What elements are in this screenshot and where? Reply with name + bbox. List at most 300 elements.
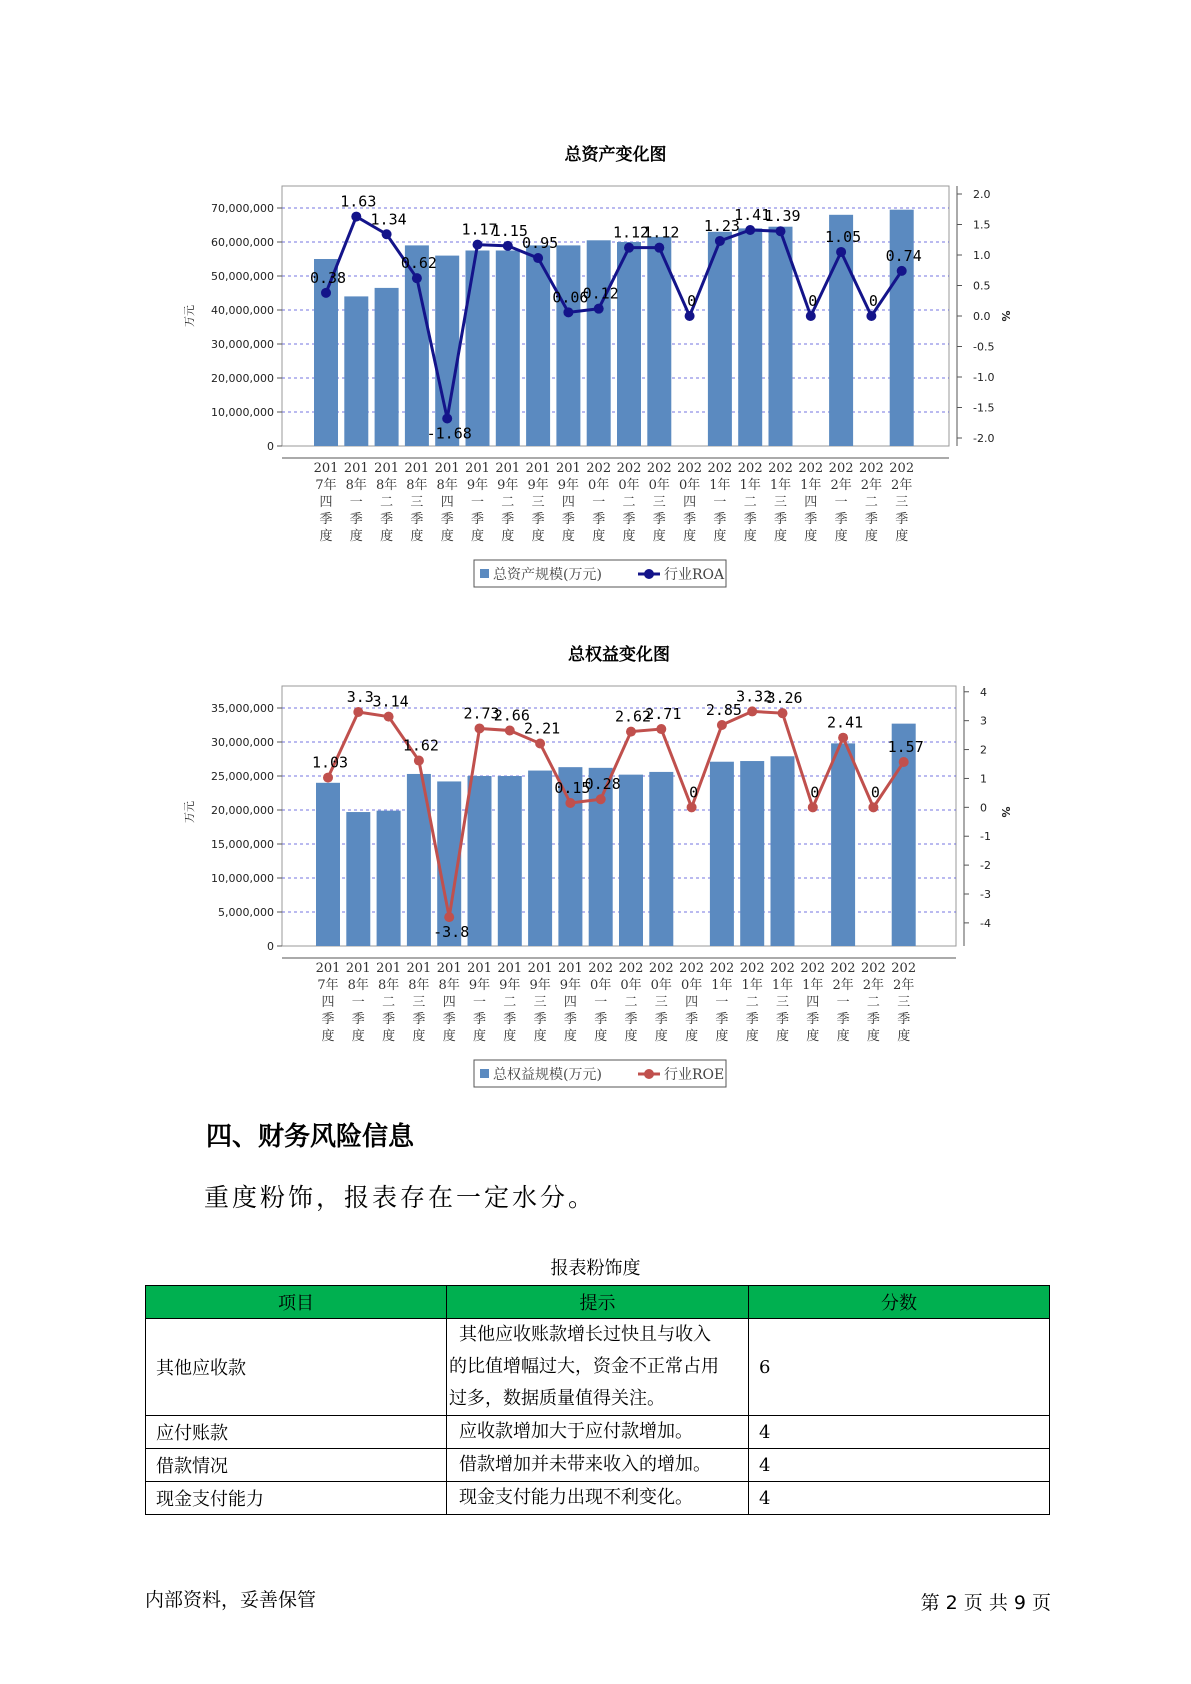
category-label: 季 xyxy=(321,1012,335,1027)
legend-bar-label: 总权益规模(万元) xyxy=(493,1067,602,1083)
category-label: 季 xyxy=(563,1012,577,1027)
category-label: 202 xyxy=(798,461,824,476)
category-label: 度 xyxy=(652,529,666,544)
data-point xyxy=(715,236,725,246)
category-label: 201 xyxy=(555,461,581,476)
y2-tick-label: 0 xyxy=(980,801,987,815)
data-point xyxy=(351,212,361,222)
category-label: 202 xyxy=(677,461,703,476)
bar xyxy=(498,776,522,946)
bar xyxy=(740,761,764,946)
legend-line-label: 行业ROE xyxy=(664,1067,725,1083)
category-label: 0年 xyxy=(618,478,640,493)
category-label: 四 xyxy=(321,995,335,1010)
data-label: -3.8 xyxy=(433,923,470,942)
hint-line: 过多，数据质量值得关注。 xyxy=(449,1388,665,1409)
category-label: 度 xyxy=(503,1029,517,1044)
data-point xyxy=(866,311,876,321)
legend-line-marker xyxy=(644,1069,654,1079)
data-point xyxy=(353,707,363,717)
category-label: 三 xyxy=(652,495,666,510)
y2-tick-label: -4 xyxy=(980,916,991,930)
category-label: 季 xyxy=(351,1012,365,1027)
category-label: 三 xyxy=(775,995,790,1010)
hint-line: 的比值增幅过大，资金不正常占用 xyxy=(449,1356,719,1377)
y2-tick-label: 1.0 xyxy=(973,249,991,262)
category-label: 201 xyxy=(315,961,341,976)
category-label: 四 xyxy=(806,995,820,1010)
category-label: 202 xyxy=(616,461,642,476)
category-label: 度 xyxy=(836,1029,850,1044)
category-label: 一 xyxy=(349,495,363,510)
category-label: 202 xyxy=(588,961,614,976)
category-label: 季 xyxy=(834,512,848,527)
category-label: 季 xyxy=(775,1012,790,1027)
risk-table xyxy=(145,1285,1050,1515)
category-label: 季 xyxy=(380,512,394,527)
data-point xyxy=(687,802,697,812)
category-label: 9年 xyxy=(559,978,582,993)
category-label: 二 xyxy=(382,995,396,1010)
category-label: 度 xyxy=(775,1029,790,1044)
category-label: 9年 xyxy=(527,478,549,493)
category-label: 一 xyxy=(594,995,608,1010)
data-point xyxy=(747,706,757,716)
category-label: 二 xyxy=(745,995,759,1010)
category-label: 9年 xyxy=(529,978,551,993)
category-label: 季 xyxy=(349,512,363,527)
data-label: 0 xyxy=(868,292,878,310)
y-tick-label: 20,000,000 xyxy=(211,804,274,817)
category-label: 2年 xyxy=(891,478,913,493)
data-point xyxy=(321,288,331,298)
category-label: 度 xyxy=(410,529,424,544)
category-label: 8年 xyxy=(438,978,460,993)
y-tick-label: 60,000,000 xyxy=(211,236,274,249)
y-tick-label: 15,000,000 xyxy=(211,838,274,851)
data-point xyxy=(412,273,422,283)
category-label: 季 xyxy=(319,512,333,527)
category-label: 一 xyxy=(715,995,729,1010)
category-label: 季 xyxy=(773,512,788,527)
data-point xyxy=(473,240,483,250)
y2-tick-label: 2 xyxy=(980,743,987,757)
category-label: 0年 xyxy=(680,978,703,993)
legend-bar-swatch xyxy=(480,1069,489,1078)
legend-line-marker xyxy=(644,569,654,579)
category-label: 季 xyxy=(442,1012,456,1027)
bar xyxy=(587,240,611,446)
category-label: 度 xyxy=(594,1029,608,1044)
category-label: 季 xyxy=(713,512,727,527)
data-point xyxy=(533,253,543,263)
cell-score: 4 xyxy=(749,1416,1050,1449)
category-label: 季 xyxy=(743,512,757,527)
y2-tick-label: 1 xyxy=(980,772,987,786)
category-label: 三 xyxy=(412,995,426,1010)
category-label: 一 xyxy=(836,995,850,1010)
category-label: 9年 xyxy=(499,978,521,993)
data-point xyxy=(323,773,333,783)
data-label: 3.32 xyxy=(736,687,773,706)
category-label: 四 xyxy=(561,495,575,510)
category-label: 一 xyxy=(472,995,487,1010)
category-label: 季 xyxy=(410,512,424,527)
category-label: 9年 xyxy=(497,478,519,493)
category-label: 8年 xyxy=(377,978,400,993)
category-label: 201 xyxy=(467,961,492,976)
category-label: 度 xyxy=(561,529,575,544)
category-label: 8年 xyxy=(408,978,430,993)
category-label: 0年 xyxy=(678,478,701,493)
chart-title: 总权益变化图 xyxy=(568,645,670,665)
category-label: 度 xyxy=(866,1029,880,1044)
data-label: 1.39 xyxy=(764,207,801,226)
bar xyxy=(556,245,580,446)
cell-item: 其他应收款 xyxy=(146,1319,447,1416)
category-label: 202 xyxy=(860,961,886,976)
data-label: 1.41 xyxy=(734,205,771,224)
y-tick-label: 10,000,000 xyxy=(211,872,274,885)
category-label: 四 xyxy=(563,995,577,1010)
category-label: 度 xyxy=(622,529,636,544)
data-point xyxy=(899,757,909,767)
cell-hint: 现金支付能力出现不利变化。 xyxy=(447,1482,749,1515)
category-label: 季 xyxy=(501,512,515,527)
cell-item: 现金支付能力 xyxy=(146,1482,447,1515)
y2-tick-label: -1.5 xyxy=(973,401,995,415)
category-label: 季 xyxy=(715,1012,729,1027)
header-hint: 提示 xyxy=(447,1286,749,1319)
category-label: 202 xyxy=(800,961,826,976)
category-label: 三 xyxy=(410,495,424,510)
data-point xyxy=(808,802,818,812)
category-label: 三 xyxy=(773,495,788,510)
category-label: 季 xyxy=(561,512,575,527)
category-label: 度 xyxy=(412,1029,426,1044)
y2-tick-label: 0.5 xyxy=(973,279,991,293)
category-label: 度 xyxy=(715,1029,729,1044)
bar xyxy=(710,762,734,946)
category-label: 201 xyxy=(465,461,490,476)
category-label: 1年 xyxy=(769,478,792,493)
bar xyxy=(738,228,762,446)
y2-tick-label: 0.0 xyxy=(973,310,991,323)
data-label: 0 xyxy=(810,783,820,802)
category-label: 202 xyxy=(709,961,735,976)
category-label: 度 xyxy=(683,529,697,544)
category-label: 202 xyxy=(646,461,672,476)
y-tick-label: 50,000,000 xyxy=(211,270,274,283)
category-label: 度 xyxy=(834,529,848,544)
section-heading: 四、财务风险信息 xyxy=(206,1122,415,1152)
data-label: 0.12 xyxy=(582,284,619,303)
category-label: 201 xyxy=(434,461,460,476)
category-label: 一 xyxy=(351,995,365,1010)
data-label: 0 xyxy=(870,783,880,802)
data-label: -1.68 xyxy=(426,424,472,443)
data-label: 0.28 xyxy=(584,775,621,794)
category-label: 201 xyxy=(376,961,402,976)
category-label: 度 xyxy=(897,1029,911,1044)
category-label: 201 xyxy=(495,461,521,476)
category-label: 2年 xyxy=(832,978,854,993)
category-label: 度 xyxy=(349,529,363,544)
data-point xyxy=(384,712,394,722)
data-label: 3.26 xyxy=(766,689,803,708)
category-label: 8年 xyxy=(436,478,458,493)
data-label: 2.41 xyxy=(827,713,864,732)
data-label: 0.15 xyxy=(554,779,591,797)
category-label: 度 xyxy=(531,529,545,544)
data-label: 2.73 xyxy=(463,704,500,723)
data-label: 0 xyxy=(808,292,818,310)
category-label: 2年 xyxy=(830,478,852,493)
data-label: 0.38 xyxy=(309,268,347,287)
data-label: 1.63 xyxy=(340,192,377,211)
y2-tick-label: 1.5 xyxy=(973,218,991,232)
category-label: 度 xyxy=(592,529,606,544)
data-point xyxy=(897,266,907,276)
bar xyxy=(468,776,492,946)
bar xyxy=(890,210,914,446)
category-label: 度 xyxy=(472,1029,487,1044)
category-label: 四 xyxy=(442,995,456,1010)
category-label: 度 xyxy=(319,529,333,544)
y2-tick-label: -2.0 xyxy=(973,432,995,445)
category-label: 201 xyxy=(343,461,369,476)
category-label: 季 xyxy=(897,1012,911,1027)
category-label: 202 xyxy=(770,961,795,976)
category-label: 1年 xyxy=(741,978,763,993)
y2-tick-label: -0.5 xyxy=(973,340,995,354)
category-label: 度 xyxy=(501,529,515,544)
category-label: 度 xyxy=(745,1029,759,1044)
cell-hint: 应收款增加大于应付款增加。 xyxy=(447,1416,749,1449)
category-label: 202 xyxy=(768,461,793,476)
y2-axis-label: % xyxy=(999,310,1012,322)
category-label: 度 xyxy=(743,529,757,544)
data-label: 1.15 xyxy=(491,221,528,240)
category-label: 度 xyxy=(773,529,788,544)
y2-tick-label: 3 xyxy=(980,714,987,728)
y-tick-label: 10,000,000 xyxy=(211,406,274,419)
data-label: 0 xyxy=(687,292,697,310)
category-label: 季 xyxy=(624,1012,638,1027)
category-label: 度 xyxy=(380,529,394,544)
category-label: 1年 xyxy=(709,478,731,493)
data-point xyxy=(475,723,485,733)
category-label: 度 xyxy=(382,1029,396,1044)
category-label: 度 xyxy=(442,1029,456,1044)
category-label: 度 xyxy=(440,529,454,544)
category-label: 季 xyxy=(622,512,636,527)
y-tick-label: 30,000,000 xyxy=(211,338,274,351)
y-tick-label: 0 xyxy=(267,940,274,953)
category-label: 季 xyxy=(470,512,485,527)
data-point xyxy=(624,243,634,253)
category-label: 季 xyxy=(412,1012,426,1027)
bar xyxy=(771,756,795,946)
category-label: 202 xyxy=(707,461,733,476)
y-tick-label: 40,000,000 xyxy=(211,304,274,317)
category-label: 度 xyxy=(804,529,818,544)
chart-title: 总资产变化图 xyxy=(564,145,667,165)
category-label: 201 xyxy=(436,961,462,976)
category-label: 季 xyxy=(895,512,909,527)
data-label: 1.62 xyxy=(402,736,439,755)
bar xyxy=(344,296,368,446)
y-tick-label: 20,000,000 xyxy=(211,372,274,385)
category-label: 201 xyxy=(406,961,432,976)
data-label: 1.17 xyxy=(461,220,498,239)
bar xyxy=(617,242,641,446)
data-label: 0.06 xyxy=(552,288,589,307)
category-label: 季 xyxy=(533,1012,547,1027)
table-caption: 报表粉饰度 xyxy=(550,1258,641,1279)
category-label: 9年 xyxy=(466,478,489,493)
category-label: 一 xyxy=(713,495,727,510)
category-label: 一 xyxy=(834,495,848,510)
category-label: 8年 xyxy=(347,978,369,993)
category-label: 度 xyxy=(624,1029,638,1044)
category-label: 季 xyxy=(594,1012,608,1027)
footer-page-number: 第 2 页 共 9 页 xyxy=(920,1592,1051,1614)
category-label: 度 xyxy=(685,1029,699,1044)
table-header-row xyxy=(146,1286,1050,1319)
bar xyxy=(649,772,673,946)
bar xyxy=(316,783,340,946)
category-label: 四 xyxy=(683,495,697,510)
legend-bar-swatch xyxy=(480,569,489,578)
y-axis-label: 万元 xyxy=(183,801,196,823)
category-label: 季 xyxy=(531,512,545,527)
data-point xyxy=(745,225,755,235)
data-point xyxy=(503,241,513,251)
category-label: 三 xyxy=(531,495,545,510)
data-label: 2.62 xyxy=(614,707,652,726)
y2-tick-label: 4 xyxy=(980,685,987,699)
data-point xyxy=(838,733,848,743)
category-label: 201 xyxy=(345,961,371,976)
y-tick-label: 30,000,000 xyxy=(211,736,274,749)
category-label: 201 xyxy=(313,461,339,476)
category-label: 四 xyxy=(440,495,454,510)
y2-tick-label: -1.0 xyxy=(973,371,995,384)
cell-score: 6 xyxy=(749,1319,1050,1416)
category-label: 二 xyxy=(743,495,757,510)
bar xyxy=(466,251,490,447)
summary-text: 重度粉饰，报表存在一定水分。 xyxy=(204,1183,597,1212)
category-label: 二 xyxy=(864,495,878,510)
data-point xyxy=(868,802,878,812)
category-label: 度 xyxy=(321,1029,335,1044)
data-point xyxy=(806,311,816,321)
category-label: 2年 xyxy=(860,478,883,493)
category-label: 202 xyxy=(828,461,854,476)
category-label: 三 xyxy=(654,995,668,1010)
category-label: 季 xyxy=(685,1012,699,1027)
data-label: 1.12 xyxy=(612,223,650,242)
data-point xyxy=(778,708,788,718)
header-item: 项目 xyxy=(146,1286,447,1319)
data-point xyxy=(594,304,604,314)
data-point xyxy=(836,247,846,257)
category-label: 2年 xyxy=(862,978,885,993)
y2-tick-label: -3 xyxy=(980,888,991,901)
category-label: 1年 xyxy=(711,978,733,993)
data-label: 1.57 xyxy=(887,737,924,756)
cell-item: 应付账款 xyxy=(146,1416,447,1449)
y2-tick-label: -1 xyxy=(980,830,991,844)
category-label: 0年 xyxy=(590,978,612,993)
category-label: 202 xyxy=(830,961,856,976)
data-label: 1.12 xyxy=(643,223,680,242)
category-label: 三 xyxy=(895,495,909,510)
category-label: 季 xyxy=(382,1012,396,1027)
category-label: 9年 xyxy=(468,978,491,993)
data-label: 2.71 xyxy=(645,705,682,724)
y-tick-label: 35,000,000 xyxy=(211,702,274,715)
data-point xyxy=(563,307,573,317)
bar xyxy=(377,811,401,946)
category-label: 202 xyxy=(586,461,612,476)
category-label: 度 xyxy=(563,1029,577,1044)
bar xyxy=(314,259,338,446)
category-label: 季 xyxy=(806,1012,820,1027)
data-point xyxy=(414,756,424,766)
category-label: 季 xyxy=(440,512,454,527)
category-label: 度 xyxy=(470,529,485,544)
data-point xyxy=(565,798,575,808)
bar xyxy=(496,251,520,447)
category-label: 二 xyxy=(866,995,880,1010)
data-label: 2.21 xyxy=(524,719,561,738)
category-label: 二 xyxy=(380,495,394,510)
category-label: 度 xyxy=(533,1029,547,1044)
category-label: 201 xyxy=(374,461,400,476)
y2-tick-label: 2.0 xyxy=(973,188,991,201)
category-label: 1年 xyxy=(771,978,794,993)
category-label: 季 xyxy=(864,512,878,527)
category-label: 一 xyxy=(470,495,485,510)
category-label: 四 xyxy=(319,495,333,510)
data-point xyxy=(626,727,636,737)
data-point xyxy=(717,720,727,730)
header-score: 分数 xyxy=(749,1286,1050,1319)
data-label: 2.66 xyxy=(493,706,530,725)
category-label: 201 xyxy=(527,961,553,976)
table-row xyxy=(146,1319,1050,1416)
cell-score: 4 xyxy=(749,1482,1050,1515)
category-label: 7年 xyxy=(317,978,339,993)
bar xyxy=(375,288,399,446)
category-label: 季 xyxy=(804,512,818,527)
category-label: 季 xyxy=(654,1012,668,1027)
cell-score: 4 xyxy=(749,1449,1050,1482)
data-label: 0.62 xyxy=(400,254,437,273)
data-label: 1.34 xyxy=(370,210,407,229)
category-label: 201 xyxy=(404,461,430,476)
bar xyxy=(619,775,643,946)
data-label: 3.14 xyxy=(372,692,409,711)
category-label: 9年 xyxy=(557,478,580,493)
category-label: 度 xyxy=(895,529,909,544)
data-point xyxy=(535,738,545,748)
table-row xyxy=(146,1482,1050,1515)
category-label: 8年 xyxy=(406,478,428,493)
category-label: 1年 xyxy=(739,478,761,493)
